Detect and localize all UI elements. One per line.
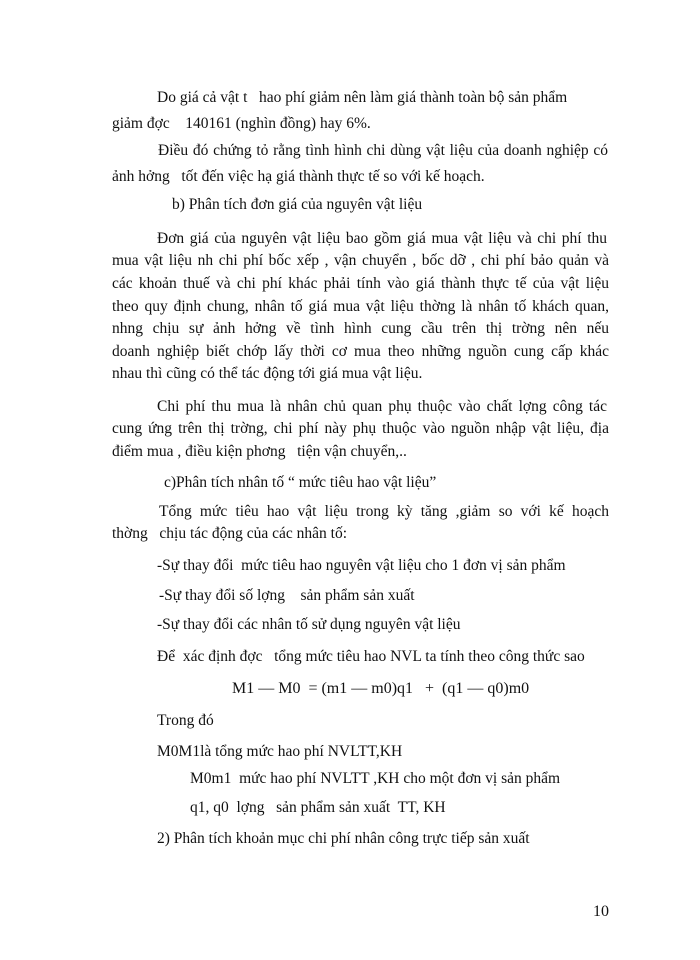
text-line: Điều đó chứng tỏ rằng tình hình chi dùng vật liệu của doanh nghiệp có (158, 142, 608, 159)
section-heading: 2) Phân tích khoản mục chi phí nhân công trực tiếp sản xuất (157, 830, 530, 847)
text-line: nhng chịu sự ảnh hởng về tình hình cung cầu trên thị trờng nên nếu (112, 320, 609, 337)
text-line: thờng chịu tác động của các nhân tố: (112, 525, 348, 542)
text-line: Do giá cả vật t hao phí giảm nên làm giá thành toàn bộ sản phẩm (157, 89, 568, 106)
text-line: điểm mua , điều kiện phơng tiện vận chuyển,.. (112, 443, 407, 460)
formula: M1 — M0 = (m1 — m0)q1 + (q1 — q0)m0 (232, 680, 530, 697)
text-line: q1, q0 lợng sản phẩm sản xuất TT, KH (190, 799, 446, 816)
text-line: doanh nghiệp biết chớp lấy thời cơ mua theo những nguồn cung cấp khác (112, 343, 609, 360)
text-line: M0M1là tổng mức hao phí NVLTT,KH (157, 743, 403, 760)
text-line: mua vật liệu nh chi phí bốc xếp , vận chuyển , bốc dỡ , chi phí bảo quản và (112, 252, 609, 269)
text-line: nhau thì cũng có thể tác động tới giá mua vật liệu. (112, 365, 423, 382)
list-item: -Sự thay đổi số lợng sản phẩm sản xuất (159, 587, 415, 604)
text-line: M0m1 mức hao phí NVLTT ,KH cho một đơn vị sản phẩm (190, 770, 561, 787)
list-item: -Sự thay đổi các nhân tố sử dụng nguyên vật liệu (157, 616, 461, 633)
text-line: Đơn giá của nguyên vật liệu bao gồm giá mua vật liệu và chi phí thu (157, 230, 607, 247)
list-item: -Sự thay đổi mức tiêu hao nguyên vật liệu cho 1 đơn vị sản phẩm (157, 557, 566, 574)
text-line: ảnh hởng tốt đến việc hạ giá thành thực tế so với kế hoạch. (112, 168, 485, 185)
text-line: các khoản thuế và chi phí khác phải tính vào giá thành thực tế của vật liệu (112, 275, 609, 292)
text-line: Chi phí thu mua là nhân chủ quan phụ thuộc vào chất lợng công tác (157, 398, 607, 415)
text-line: Trong đó (157, 712, 214, 729)
text-line: theo quy định chung, nhân tố giá mua vật liệu thờng là nhân tố khách quan, (112, 298, 609, 315)
page-number: 10 (593, 903, 609, 920)
text-line: giảm đợc 140161 (nghìn đồng) hay 6%. (112, 115, 371, 132)
text-line: cung ứng trên thị trờng, chi phí này phụ thuộc vào nguồn nhập vật liệu, địa (112, 420, 609, 437)
text-line: Tổng mức tiêu hao vật liệu trong kỳ tăng ,giảm so với kế hoạch (159, 503, 609, 520)
section-heading: c)Phân tích nhân tố “ mức tiêu hao vật liệu” (164, 474, 437, 491)
text-line: Để xác định đợc tổng mức tiêu hao NVL ta tính theo công thức sao (157, 648, 585, 665)
section-heading: b) Phân tích đơn giá của nguyên vật liệu (172, 196, 423, 213)
